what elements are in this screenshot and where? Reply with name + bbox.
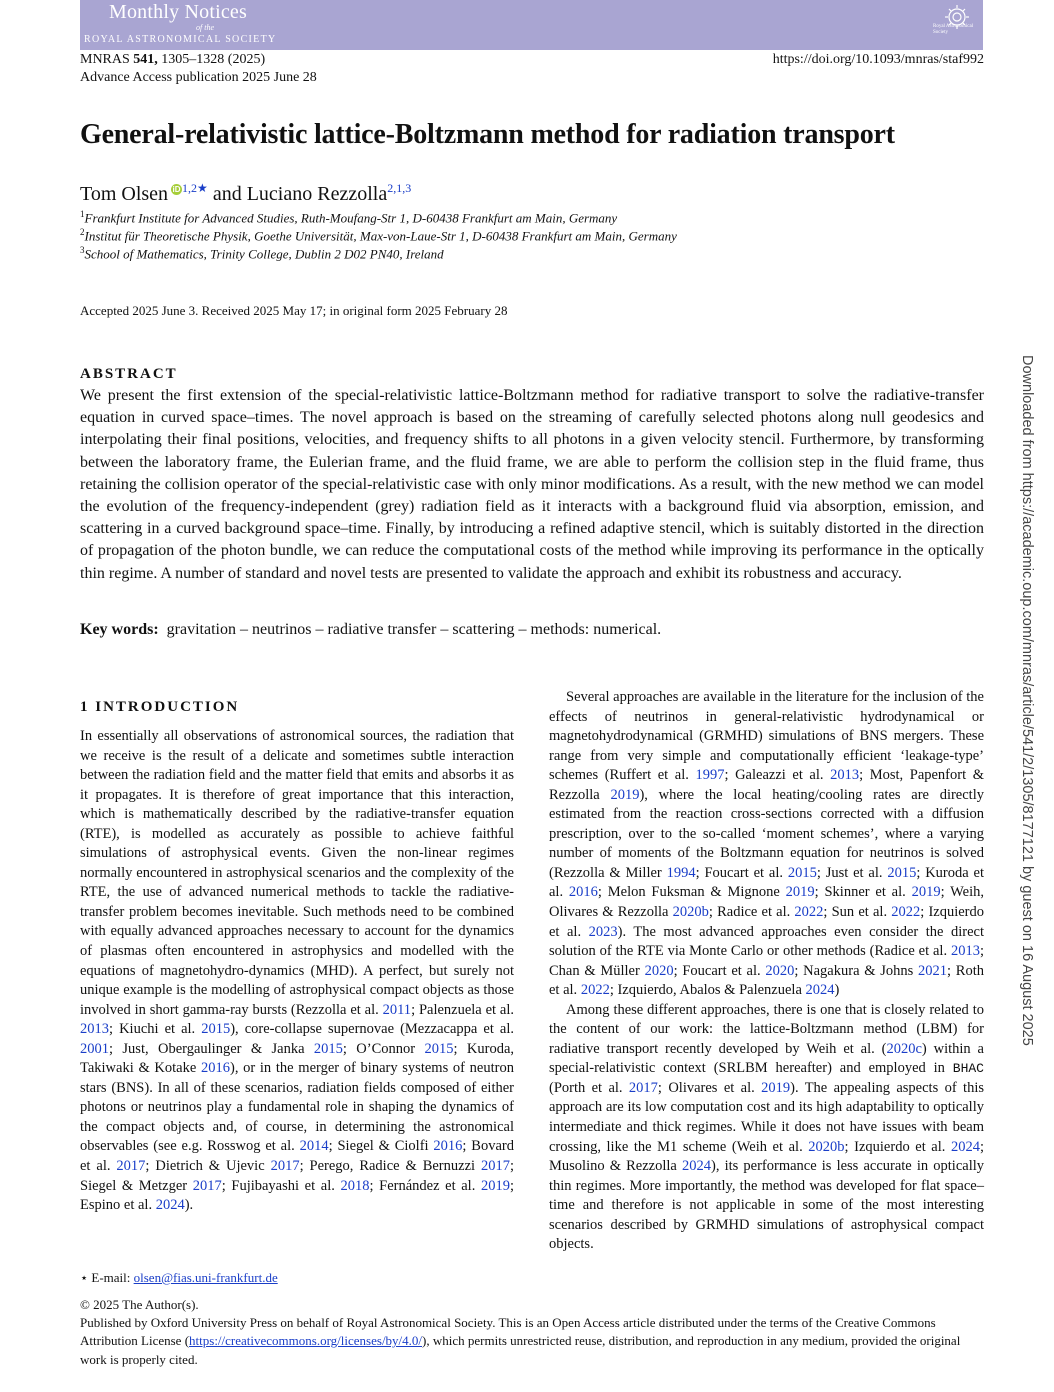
affiliation-number: 1 xyxy=(80,209,85,219)
society-logo-text: Royal Astronomical Society xyxy=(933,24,974,35)
author-affiliation-marks[interactable]: 1,2★ xyxy=(182,181,208,195)
citation-year-link[interactable]: 2019 xyxy=(785,884,815,901)
affiliation-number: 3 xyxy=(80,245,85,255)
citation-year-link[interactable]: 2013 xyxy=(80,1021,109,1038)
text-run: In essentially all observations of astronomical sources, the radiation that we receive is the result of a delicate and sometimes subtle interaction between the radiation field and the matter field that emits and absorbs it as it propagates. It is therefore of great importance that this interaction, which is mathematically described by the radiative-transfer equation (RTE), is modelled as accurately as possible to achieve faithful simulations of astrophysical events. Given the non-linear regimes normally encountered in astrophysical scenarios and the complexity of the RTE, the use of advanced numerical methods to tackle the radiative-transfer problem becomes inevitable. Such methods need to be combined with equally advanced approaches necessary to account for the dynamics of plasmas often encountered in astrophysics and modelled with the equations of magnetohydro-dynamics (MHD). A perfect, but surely not unique example is the modelling of astrophysical compact objects as those involved in short gamma-ray bursts (Rezzolla et al. xyxy=(80,728,514,1018)
citation-year-link[interactable]: 2016 xyxy=(200,1060,230,1077)
citation-year-link[interactable]: 2019 xyxy=(610,786,640,803)
paragraph xyxy=(549,688,984,1001)
text-run: ; Roth et al. xyxy=(549,962,984,999)
text-run: ; Just et al. xyxy=(816,864,888,881)
citation-year-link[interactable]: 2016 xyxy=(568,884,598,901)
citation-year-link[interactable]: 2017 xyxy=(628,1079,658,1096)
copyright: © 2025 The Author(s). xyxy=(80,1297,199,1312)
journal-of-the: of the xyxy=(196,23,214,32)
text-run: ; Just, Obergaulinger & Janka xyxy=(109,1040,314,1057)
text-run: ; Bovard et al. xyxy=(80,1138,514,1175)
affiliation xyxy=(80,209,617,226)
text-column-right xyxy=(549,688,984,1255)
footnote xyxy=(80,1270,278,1286)
text-run: ), or in the merger of binary systems of neutron stars (BNS). In all of these scenarios, radiation fields composed of either photons or neutrinos play a fundamental role in shaping the dynamics of the compact objects and, of course, in determining the astronomical observables (see e.g. Rosswog et al. xyxy=(80,1060,514,1155)
text-run: ; Kiuchi et al. xyxy=(109,1021,202,1038)
abstract-heading: ABSTRACT xyxy=(80,366,178,382)
text-run: ; O’Connor xyxy=(342,1040,425,1057)
text-run: ; Fernández et al. xyxy=(369,1177,481,1194)
citation-year-link[interactable]: 2020b xyxy=(672,904,709,921)
citation-year-link[interactable]: 1997 xyxy=(695,767,725,784)
text-run: ). The most advanced approaches even consider the direct solution of the RTE via Monte Carlo or other methods (Radice et al. xyxy=(549,923,984,960)
citation-year-link[interactable]: 2019 xyxy=(911,884,941,901)
doi-link[interactable]: https://doi.org/10.1093/mnras/staf992 xyxy=(772,52,984,67)
text-run: ; Foucart et al. xyxy=(673,962,766,979)
keywords-label: Key words: xyxy=(80,621,159,638)
text-run: (Porth et al. xyxy=(549,1079,629,1096)
citation-year-link[interactable]: 2024 xyxy=(155,1197,185,1214)
citation-year-link[interactable]: 2014 xyxy=(299,1138,329,1155)
text-run: ; Nagakura & Johns xyxy=(794,962,919,979)
citation-year-link[interactable]: 2018 xyxy=(340,1177,370,1194)
text-run: ; Weih, Olivares & Rezzolla xyxy=(549,884,984,921)
text-run: ) xyxy=(834,982,840,999)
text-run: ; Kuroda et al. xyxy=(549,864,984,901)
citation-year-link[interactable]: 1994 xyxy=(666,864,696,881)
citation-year-link[interactable]: 2020c xyxy=(886,1040,922,1057)
citation-year-link[interactable]: 2015 xyxy=(201,1021,231,1038)
text-run: ). xyxy=(184,1197,194,1214)
author-name: Tom Olsen xyxy=(80,183,169,205)
page-range: 1305–1328 (2025) xyxy=(161,52,266,67)
paragraph xyxy=(549,1001,984,1255)
text-run: ) within a special-relativistic context (SRLBM hereafter) and employed in xyxy=(549,1040,984,1077)
download-notice: Downloaded from https://academic.oup.com/mnras/article/541/2/1305/8177121 by guest on 16 August 2025 xyxy=(1019,355,1035,1046)
citation-year-link[interactable]: 2015 xyxy=(424,1040,454,1057)
license-text xyxy=(80,1314,984,1369)
citation-year-link[interactable]: 2022 xyxy=(891,904,921,921)
citation-year-link[interactable]: 2020 xyxy=(644,962,674,979)
affiliation-text: Institut für Theoretische Physik, Goethe Universität, Max-von-Laue-Str 1, D-60438 Frankfurt am Main, Germany xyxy=(84,228,677,244)
text-run: ; Espino et al. xyxy=(80,1177,514,1214)
text-run: ; Perego, Radice & Bernuzzi xyxy=(299,1158,481,1175)
text-run: ; Musolino & Rezzolla xyxy=(549,1138,985,1175)
abstract-text: We present the first extension of the special-relativistic lattice-Boltzmann method for radiative transport to solve the radiative-transfer equation in curved space–times. The novel approach is based on the streaming of carefully selected photons along null geodesics and interpolating their final positions, velocities, and frequency shifts to all photons in a given velocity stencil. Furthermore, by transforming between the laboratory frame, the Eulerian frame, and the fluid frame, we are able to perform the collision step in the fluid frame, thus retaining the collision operator of the special-relativistic case with only minor modifications. As a result, with the new method we can model the evolution of the frequency-independent (grey) radiation field as it interacts with a background fluid via absorption, emission, and scattering in a curved background space–time. Finally, by introducing a refined adaptive stencil, which is suitably distorted in the direction of propagation of the photon bundle, we can reduce the computational costs of the method while improving its performance in the optically thin regime. A number of standard and novel tests are presented to validate the approach and exhibit its robustness and accuracy. xyxy=(80,387,984,582)
citation-year-link[interactable]: 2017 xyxy=(116,1158,146,1175)
text-run: ; Foucart et al. xyxy=(695,864,788,881)
citation-year-link[interactable]: 2022 xyxy=(580,982,610,999)
download-sidebar xyxy=(1017,355,1035,1046)
text-run: ; Izquierdo, Abalos & Palenzuela xyxy=(609,982,806,999)
citation-line xyxy=(80,52,265,68)
volume: 541, xyxy=(133,52,158,67)
citation-year-link[interactable]: 2001 xyxy=(80,1040,109,1057)
text-run: ), core-collapse supernovae (Mezzacappa et al. xyxy=(230,1021,514,1038)
citation-year-link[interactable]: 2016 xyxy=(433,1138,463,1155)
affiliation-text: School of Mathematics, Trinity College, Dublin 2 D02 PN40, Ireland xyxy=(84,246,444,262)
author-list xyxy=(80,181,411,206)
text-run: ; Radice et al. xyxy=(708,904,795,921)
citation-year-link[interactable]: 2015 xyxy=(787,864,817,881)
citation-year-link[interactable]: 2020b xyxy=(808,1138,845,1155)
society-name: ROYAL ASTRONOMICAL SOCIETY xyxy=(84,34,277,45)
license-pre: Published by Oxford University Press on behalf of Royal Astronomical Society. This is an Open Access article distributed under the terms of the Creative Commons Attribution License ( xyxy=(80,1315,936,1349)
text-run: ; Siegel & Ciolfi xyxy=(328,1138,434,1155)
affiliation xyxy=(80,245,444,262)
text-run: ; Kuroda, Takiwaki & Kotake xyxy=(80,1040,515,1077)
citation-year-link[interactable]: 2013 xyxy=(830,767,860,784)
citation-year-link[interactable]: 2017 xyxy=(192,1177,222,1194)
text-run: Among these different approaches, there is one that is closely related to the content of our work: the lattice-Boltzmann method (LBM) for radiative transport recently developed by Weih et al. ( xyxy=(549,1001,984,1057)
citation-year-link[interactable]: 2024 xyxy=(950,1138,980,1155)
author-affiliation-marks[interactable]: 2,1,3 xyxy=(387,181,412,195)
footnote-prefix: ⋆ E-mail: xyxy=(80,1270,134,1285)
citation-year-link[interactable]: 2022 xyxy=(794,904,824,921)
text-column-left xyxy=(80,727,514,1216)
citation-year-link[interactable]: 2019 xyxy=(761,1079,791,1096)
keywords-list: gravitation – neutrinos – radiative transfer – scattering – methods: numerical. xyxy=(166,621,662,638)
license-post: ), which permits unrestricted reuse, distribution, and reproduction in any medium, provided the original work is properly cited. xyxy=(80,1333,961,1367)
text-run: ; Galeazzi et al. xyxy=(724,767,831,784)
text-run: Several approaches are available in the literature for the inclusion of the effects of neutrinos in general-relativistic hydrodynamical or magnetohydrodynamical (GRMHD) simulations of BNS mergers. These range from very simple and computationally efficient ‘leakage-type’ schemes (Ruffert et al. xyxy=(549,689,984,784)
paragraph xyxy=(80,727,514,1216)
text-run: ; Izquierdo et al. xyxy=(549,904,985,940)
text-run: ; Izquierdo et al. xyxy=(844,1138,951,1155)
citation-year-link[interactable]: 2024 xyxy=(805,982,835,999)
affiliation xyxy=(80,227,677,244)
section-heading: 1 INTRODUCTION xyxy=(80,699,240,715)
text-run: ; Sun et al. xyxy=(823,904,892,921)
journal-abbrev: MNRAS xyxy=(80,52,130,67)
text-run: ; Olivares et al. xyxy=(657,1079,762,1096)
article-title: General-relativistic lattice-Boltzmann method for radiation transport xyxy=(80,119,895,150)
citation-year-link[interactable]: 2013 xyxy=(950,943,980,960)
text-run: ; Fujibayashi et al. xyxy=(221,1177,341,1194)
text-run: ; Dietrich & Ujevic xyxy=(145,1158,271,1175)
text-run: ; Skinner et al. xyxy=(814,884,912,901)
text-run: ; Palenzuela et al. xyxy=(411,1001,514,1018)
journal-banner xyxy=(80,0,983,50)
advance-access: Advance Access publication 2025 June 28 xyxy=(80,70,317,85)
publication-history: Accepted 2025 June 3. Received 2025 May 17; in original form 2025 February 28 xyxy=(80,303,508,318)
text-run: ; Siegel & Metzger xyxy=(80,1158,514,1194)
citation-year-link[interactable]: 2023 xyxy=(588,923,618,940)
citation-year-link[interactable]: 2017 xyxy=(270,1158,300,1175)
affiliation-number: 2 xyxy=(80,227,85,237)
journal-name: Monthly Notices xyxy=(109,1,247,23)
text-run: ; Melon Fuksman & Mignone xyxy=(597,884,786,901)
author-name: Luciano Rezzolla xyxy=(246,183,388,205)
citation-year-link[interactable]: 2017 xyxy=(480,1158,510,1175)
text-run: ), where the local heating/cooling rates are directly estimated from the reaction cross-sections corrected with a diffusion prescription, over to the so-called ‘moment schemes’, where a varying number of moments of the Boltzmann equation for neutrinos is solved (Rezzolla & Miller xyxy=(549,786,984,881)
author-conjunction: and xyxy=(212,183,242,205)
license-link[interactable]: https://creativecommons.org/licenses/by/4.0/ xyxy=(189,1333,423,1349)
text-run: ). The appealing aspects of this approach are its low computation cost and its high adaptability to optically intermediate and thick regimes. While it does not have issues with beam crossing, like the M1 scheme (Weih et al. xyxy=(549,1079,984,1155)
email-link[interactable]: olsen@fias.uni-frankfurt.de xyxy=(133,1270,278,1285)
citation-year-link[interactable]: 2011 xyxy=(382,1001,412,1018)
citation-year-link[interactable]: 2015 xyxy=(887,864,917,881)
keywords xyxy=(80,621,661,639)
text-run: ; Chan & Müller xyxy=(549,943,984,979)
citation-year-link[interactable]: 2020 xyxy=(765,962,795,979)
text-run: ; Most, Papenfort & Rezzolla xyxy=(549,767,984,803)
affiliation-text: Frankfurt Institute for Advanced Studies, Ruth-Moufang-Str 1, D-60438 Frankfurt am Main, Germany xyxy=(84,210,618,226)
citation-year-link[interactable]: 2021 xyxy=(918,962,948,979)
citation-year-link[interactable]: 2019 xyxy=(480,1177,510,1194)
orcid-icon[interactable]: iD xyxy=(172,185,181,194)
citation-year-link[interactable]: 2024 xyxy=(681,1158,711,1175)
code-name: BHAC xyxy=(952,1061,984,1077)
text-run: ), its performance is less accurate in optically thin regimes. More importantly, the method was developed for flat space–time and therefore is not applicable in some of the most interesting scenarios described by GRMHD simulations of astrophysical compact objects. xyxy=(549,1158,985,1253)
citation-year-link[interactable]: 2015 xyxy=(313,1040,343,1057)
